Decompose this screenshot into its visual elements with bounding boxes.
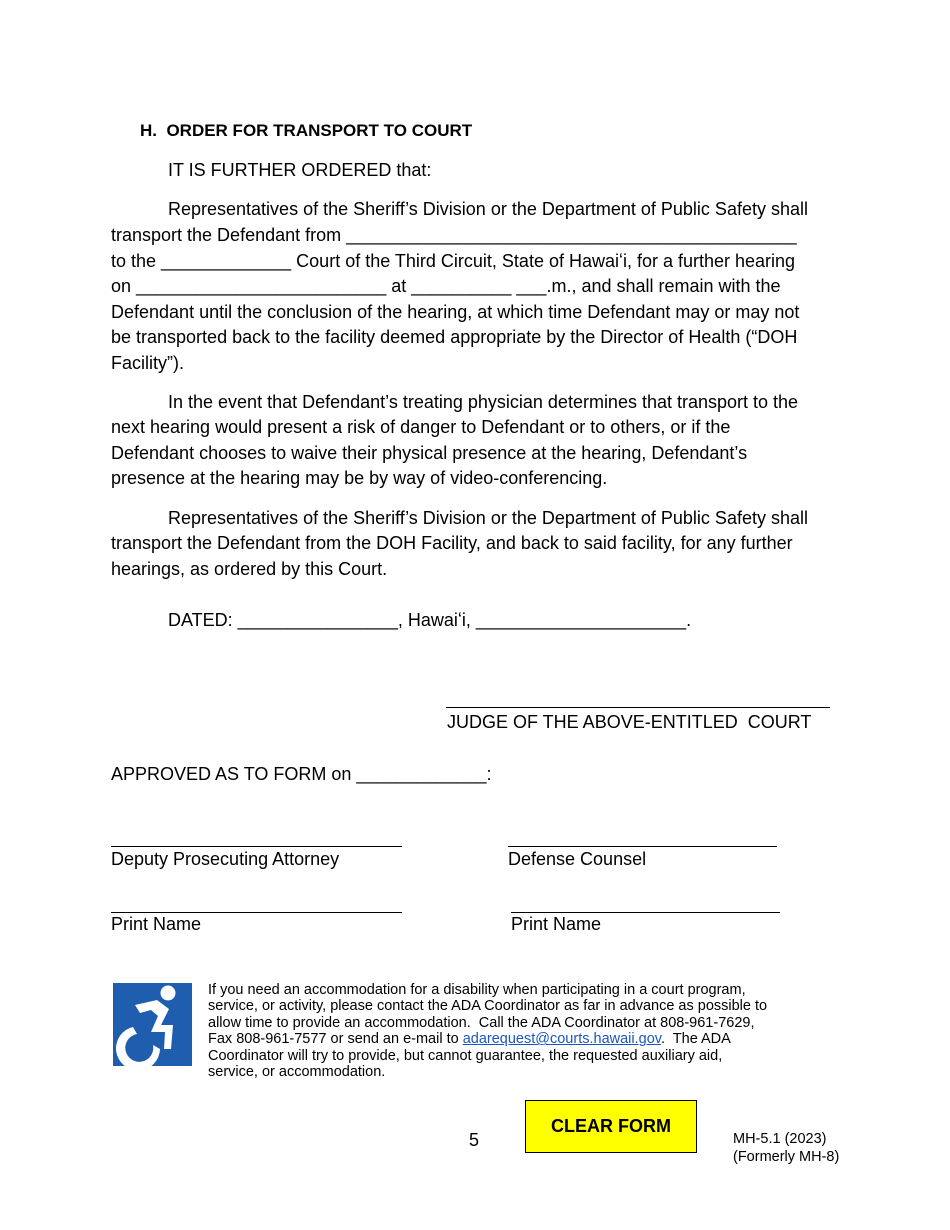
accessibility-wheelchair-icon (113, 983, 192, 1066)
paragraph3-line2: transport the Defendant from the DOH Facility, and back to said facility, for any further (111, 533, 793, 553)
former-form-code: (Formerly MH-8) (733, 1149, 840, 1165)
paragraph3-line3: hearings, as ordered by this Court. (111, 559, 388, 579)
ada-line5: Coordinator will try to provide, but cannot guarantee, the requested auxiliary aid, (208, 1047, 723, 1064)
paragraph2-line2: next hearing would present a risk of danger to Defendant or to others, or if the (111, 417, 731, 437)
dated-line: DATED: ________________, Hawaiʻi, _____________________. (168, 610, 692, 630)
paragraph2-line3: Defendant chooses to waive their physical presence at the hearing, Defendant’s (111, 443, 748, 463)
ada-line3: allow time to provide an accommodation. Call the ADA Coordinator at 808-961-7629, (208, 1014, 755, 1031)
ada-line6: service, or accommodation. (208, 1064, 386, 1081)
ada-email-link[interactable]: adarequest@courts.hawaii.gov (462, 1031, 661, 1048)
paragraph1-line1: Representatives of the Sheriff’s Division or the Department of Public Safety shall (168, 199, 808, 219)
paragraph2-line4: presence at the hearing may be by way of video-conferencing. (111, 468, 608, 488)
prosecutor-label: Deputy Prosecuting Attorney (111, 849, 340, 869)
intro-text: IT IS FURTHER ORDERED that: (168, 160, 432, 180)
ada-line1: If you need an accommodation for a disability when participating in a court program, (208, 982, 746, 998)
paragraph3-line1: Representatives of the Sheriff’s Division or the Department of Public Safety shall (168, 508, 808, 528)
paragraph1-line5: Defendant until the conclusion of the hearing, at which time Defendant may or may not (111, 302, 800, 322)
form-code: MH-5.1 (2023) (733, 1131, 827, 1147)
ada-line4-post: . The ADA (660, 1031, 731, 1048)
prosecutor-print-label: Print Name (111, 914, 202, 934)
ada-line2: service, or activity, please contact the ADA Coordinator as far in advance as possible to (208, 998, 768, 1015)
form-code-block (733, 1130, 839, 1166)
defense-label: Defense Counsel (508, 849, 647, 869)
paragraph1-line2: transport the Defendant from _____________________________________________ (111, 225, 797, 245)
page-number: 5 (469, 1130, 480, 1150)
ada-line4 (208, 1031, 828, 1047)
paragraph1-line6: be transported back to the facility deemed appropriate by the Director of Health (“DOH (111, 327, 798, 347)
ada-line4-pre: Fax 808-961-7577 or send an e-mail to (208, 1031, 463, 1048)
paragraph1-line7: Facility”). (111, 353, 184, 373)
paragraph1-line3: to the _____________ Court of the Third Circuit, State of Hawaiʻi, for a further hearing (111, 251, 796, 271)
approved-line: APPROVED AS TO FORM on _____________: (111, 764, 492, 784)
paragraph1-line4: on _________________________ at __________ ___.m., and shall remain with the (111, 276, 781, 296)
section-heading: H. ORDER FOR TRANSPORT TO COURT (140, 121, 473, 140)
paragraph2-line1: In the event that Defendant’s treating physician determines that transport to the (168, 392, 799, 412)
ada-notice (208, 982, 828, 1080)
judge-label: JUDGE OF THE ABOVE-ENTITLED COURT (447, 712, 812, 732)
judge-signature-line (446, 707, 830, 708)
defense-print-label: Print Name (511, 914, 602, 934)
clear-form-button[interactable]: CLEAR FORM (525, 1100, 697, 1153)
